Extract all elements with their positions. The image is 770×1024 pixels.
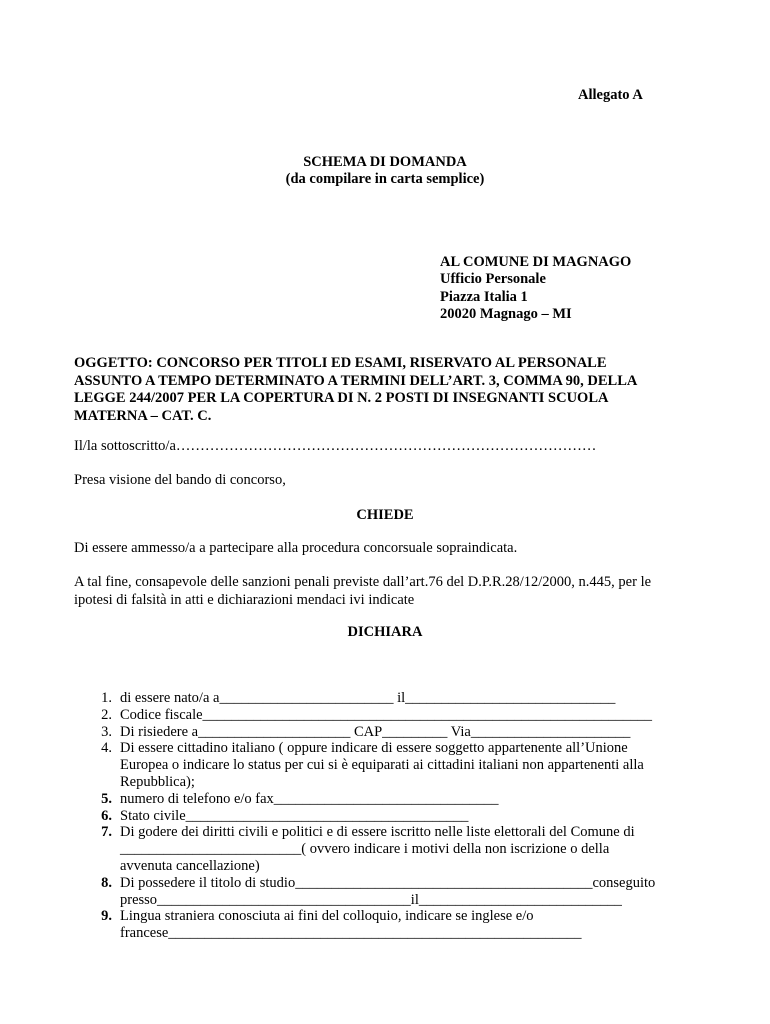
list-item xyxy=(0,908,582,942)
list-item-text: avvenuta cancellazione) xyxy=(120,857,260,874)
list-item xyxy=(0,706,653,724)
document-title: SCHEMA DI DOMANDA xyxy=(303,154,467,170)
list-item-text: presso___________________________________il____________________________ xyxy=(120,891,622,908)
list-item-number: 8. xyxy=(101,874,112,891)
presa-visione-text: Presa visione del bando di concorso, xyxy=(74,472,286,488)
list-item xyxy=(0,740,644,790)
list-item xyxy=(0,791,535,808)
subject-line: LEGGE 244/2007 PER LA COPERTURA DI N. 2 POSTI DI INSEGNANTI SCUOLA xyxy=(74,390,609,406)
list-item-text: Di godere dei diritti civili e politici e di essere iscritto nelle liste elettorali del Comune di xyxy=(120,824,635,841)
list-item xyxy=(0,723,631,741)
declaration-intro-line: ipotesi di falsità in atti e dichiarazioni mendaci ivi indicate xyxy=(74,591,415,608)
list-item-text: _________________________( ovvero indicare i motivi della non iscrizione o della xyxy=(120,841,610,858)
list-item-text: di essere nato/a a________________________ il_____________________________ xyxy=(120,690,616,706)
dichiara-heading: DICHIARA xyxy=(347,624,423,640)
subject-block xyxy=(74,355,637,425)
list-item-number: 4. xyxy=(101,740,112,757)
list-item-text: Di possedere il titolo di studio_________________________________________conseguito xyxy=(120,874,656,891)
allegato-label: Allegato A xyxy=(578,87,643,103)
addressee-line: AL COMUNE DI MAGNAGO xyxy=(440,254,632,270)
list-item-text: francese_________________________________________________________ xyxy=(120,925,582,942)
list-item xyxy=(0,824,635,874)
list-item-text: numero di telefono e/o fax_______________________________ xyxy=(120,790,499,807)
addressee-block xyxy=(440,254,631,323)
declaration-intro xyxy=(74,574,651,609)
chiede-heading: CHIEDE xyxy=(356,507,414,523)
request-text: Di essere ammesso/a a partecipare alla procedura concorsuale sopraindicata. xyxy=(74,540,518,556)
list-item-number: 5. xyxy=(101,790,112,807)
declaration-list xyxy=(0,690,656,942)
subject-line: ASSUNTO A TEMPO DETERMINATO A TERMINI DELL’ART. 3, COMMA 90, DELLA xyxy=(74,372,638,389)
list-item-text: Di risiedere a_____________________ CAP_________ Via______________________ xyxy=(120,723,631,740)
document-subtitle: (da compilare in carta semplice) xyxy=(285,171,485,187)
list-item-number: 7. xyxy=(101,824,112,841)
list-item-number: 1. xyxy=(101,690,112,706)
list-item xyxy=(0,690,616,707)
addressee-line: Ufficio Personale xyxy=(440,271,546,288)
list-item-number: 6. xyxy=(101,807,112,824)
list-item-text: Lingua straniera conosciuta ai fini del colloquio, indicare se inglese e/o xyxy=(120,908,534,925)
undersigned-line: Il/la sottoscritto/a…………………………………………………………………………… xyxy=(74,438,597,454)
list-item xyxy=(0,808,535,825)
list-item-text: Stato civile_______________________________________ xyxy=(120,807,469,824)
list-item-number: 3. xyxy=(101,723,112,740)
subject-line: OGGETTO: CONCORSO PER TITOLI ED ESAMI, RISERVATO AL PERSONALE xyxy=(74,355,607,371)
addressee-line: Piazza Italia 1 xyxy=(440,288,528,305)
list-item-text: Europea o indicare lo status per cui si è equiparati ai cittadini italiani non appartenenti alla xyxy=(120,757,644,774)
addressee-line: 20020 Magnago – MI xyxy=(440,305,572,322)
list-item-text: Codice fiscale______________________________________________________________ xyxy=(120,706,653,723)
list-item xyxy=(0,874,656,909)
subject-line: MATERNA – CAT. C. xyxy=(74,407,212,424)
declaration-intro-line: A tal fine, consapevole delle sanzioni penali previste dall’art.76 del D.P.R.28/12/2000, n.445, per le xyxy=(74,574,652,590)
list-item-text: Di essere cittadino italiano ( oppure indicare di essere soggetto appartenente all’Unione xyxy=(120,740,628,757)
list-item-number: 2. xyxy=(101,706,112,723)
list-item-number: 9. xyxy=(101,908,112,925)
list-item-text: Repubblica); xyxy=(120,773,195,790)
